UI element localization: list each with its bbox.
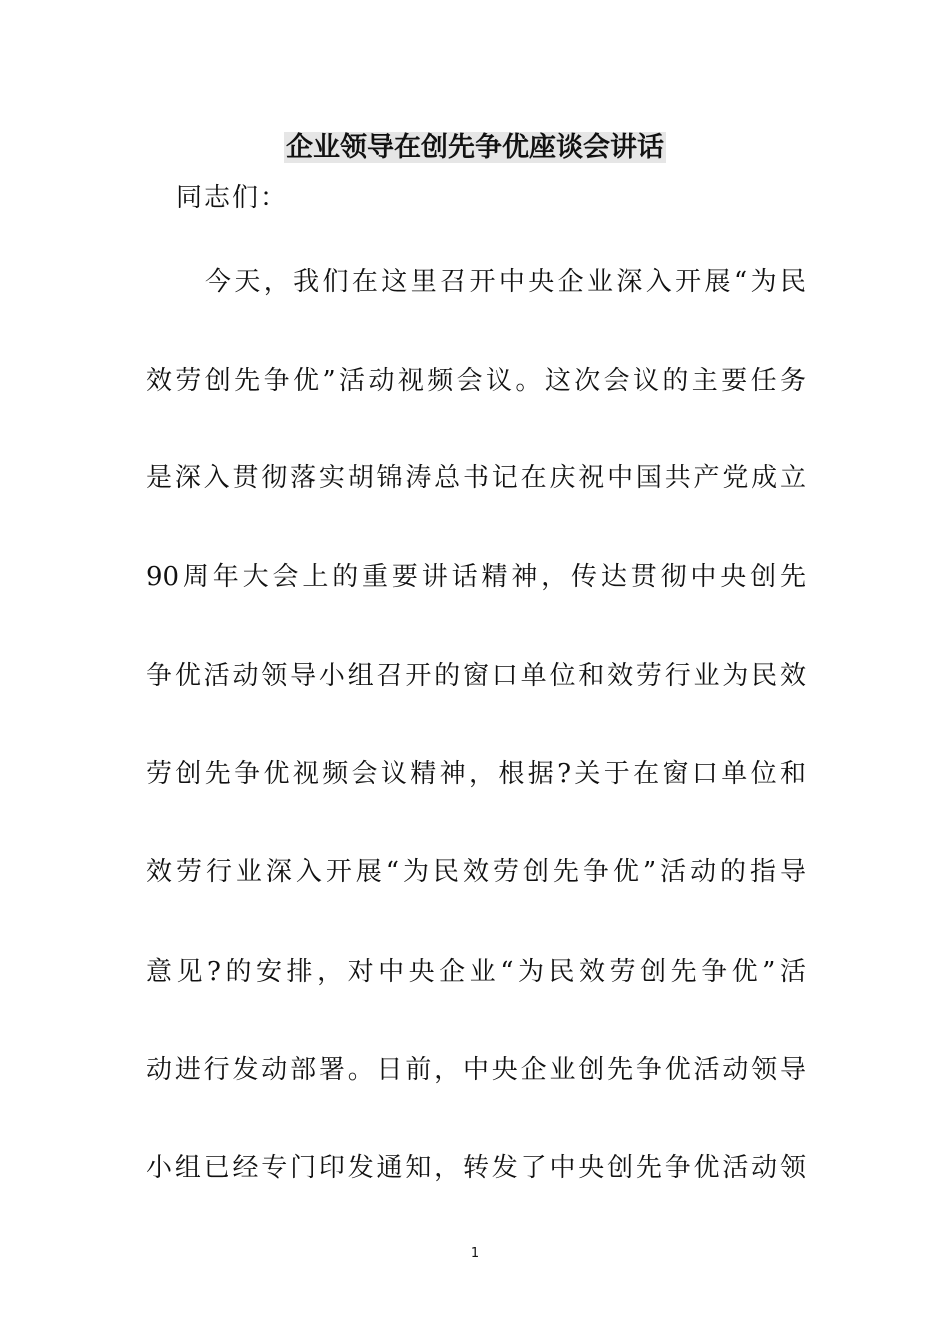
paragraph-line: 90周年大会上的重要讲话精神，传达贯彻中央创先 — [146, 562, 806, 592]
paragraph-line: 是深入贯彻落实胡锦涛总书记在庆祝中国共产党成立 — [146, 463, 806, 493]
paragraph-line: 今天，我们在这里召开中央企业深入开展“为民 — [205, 267, 806, 297]
paragraph-line: 效劳行业深入开展“为民效劳创先争优”活动的指导 — [146, 857, 806, 887]
salutation: 同志们： — [176, 183, 289, 213]
document-title — [0, 128, 950, 168]
paragraph-line: 意见?的安排，对中央企业“为民效劳创先争优”活 — [146, 957, 806, 987]
paragraph-line: 动进行发动部署。日前，中央企业创先争优活动领导 — [146, 1055, 806, 1085]
paragraph-line: 争优活动领导小组召开的窗口单位和效劳行业为民效 — [146, 661, 806, 691]
document-title-text: 企业领导在创先争优座谈会讲话 — [286, 132, 664, 163]
paragraph-line: 劳创先争优视频会议精神，根据?关于在窗口单位和 — [146, 759, 806, 789]
paragraph-line: 效劳创先争优”活动视频会议。这次会议的主要任务 — [146, 366, 806, 396]
paragraph-line: 小组已经专门印发通知，转发了中央创先争优活动领 — [146, 1153, 806, 1183]
page-number: 1 — [470, 1246, 480, 1261]
